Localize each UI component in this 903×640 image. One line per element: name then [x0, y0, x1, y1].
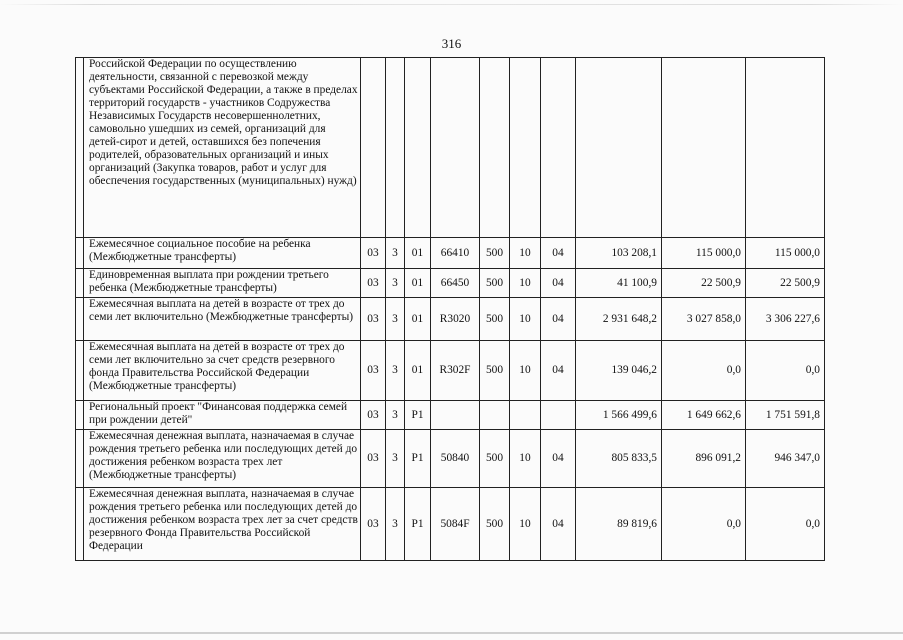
- amount-cell-3: 0,0: [746, 488, 825, 561]
- code-cell-1: [361, 58, 386, 238]
- scan-edge-top: [0, 4, 903, 5]
- table-row: [76, 238, 825, 269]
- code-cell-5: 500: [480, 238, 510, 269]
- code-cell-4: 66410: [431, 238, 480, 269]
- code-cell-7: [541, 58, 576, 238]
- row-marker-cell: [76, 58, 84, 238]
- code-cell-6: 10: [510, 341, 541, 401]
- code-cell-2: 3: [386, 401, 405, 430]
- amount-cell-1: 139 046,2: [576, 341, 662, 401]
- amount-cell-1: 89 819,6: [576, 488, 662, 561]
- code-cell-3: [405, 58, 431, 238]
- row-marker-cell: [76, 341, 84, 401]
- code-cell-1: 03: [361, 341, 386, 401]
- page-number: 316: [441, 36, 462, 51]
- row-marker-cell: [76, 430, 84, 488]
- table-row: [76, 341, 825, 401]
- code-cell-3: P1: [405, 488, 431, 561]
- code-cell-6: [510, 401, 541, 430]
- table-row: [76, 298, 825, 341]
- code-cell-7: 04: [541, 341, 576, 401]
- row-marker-cell: [76, 298, 84, 341]
- code-cell-3: P1: [405, 430, 431, 488]
- row-name-cell: Региональный проект "Финансовая поддержка семей при рождении детей": [84, 401, 361, 430]
- table-row: [76, 430, 825, 488]
- row-name-cell: Ежемесячная денежная выплата, назначаемая в случае рождения третьего ребенка или последующих детей до достижения ребенком возраста трех лет за счет средств резервного Фонда Правительства Российской Федерации: [84, 488, 361, 561]
- code-cell-5: [480, 58, 510, 238]
- code-cell-2: 3: [386, 430, 405, 488]
- table-body: [76, 58, 825, 561]
- code-cell-5: 500: [480, 488, 510, 561]
- code-cell-2: 3: [386, 269, 405, 298]
- amount-cell-1: 1 566 499,6: [576, 401, 662, 430]
- code-cell-4: 5084F: [431, 488, 480, 561]
- row-name-cell: Ежемесячная выплата на детей в возрасте от трех до семи лет включительно за счет средств резервного фонда Правительства Российской Федерации (Межбюджетные трансферты): [84, 341, 361, 401]
- code-cell-4: [431, 58, 480, 238]
- row-name-cell: Ежемесячная выплата на детей в возрасте от трех до семи лет включительно (Межбюджетные трансферты): [84, 298, 361, 341]
- table-row: [76, 58, 825, 238]
- row-marker-cell: [76, 488, 84, 561]
- code-cell-1: 03: [361, 401, 386, 430]
- row-marker-cell: [76, 238, 84, 269]
- code-cell-5: 500: [480, 341, 510, 401]
- amount-cell-3: 946 347,0: [746, 430, 825, 488]
- amount-cell-1: 2 931 648,2: [576, 298, 662, 341]
- amount-cell-2: 0,0: [662, 341, 746, 401]
- code-cell-5: [480, 401, 510, 430]
- code-cell-7: 04: [541, 298, 576, 341]
- amount-cell-3: 1 751 591,8: [746, 401, 825, 430]
- table-row: [76, 401, 825, 430]
- code-cell-6: 10: [510, 269, 541, 298]
- code-cell-3: P1: [405, 401, 431, 430]
- row-marker-cell: [76, 269, 84, 298]
- amount-cell-3: 115 000,0: [746, 238, 825, 269]
- code-cell-7: 04: [541, 269, 576, 298]
- code-cell-2: [386, 58, 405, 238]
- amount-cell-2: 0,0: [662, 488, 746, 561]
- amount-cell-2: 115 000,0: [662, 238, 746, 269]
- code-cell-5: 500: [480, 298, 510, 341]
- budget-table: [75, 57, 825, 561]
- code-cell-3: 01: [405, 269, 431, 298]
- row-marker-cell: [76, 401, 84, 430]
- code-cell-7: 04: [541, 238, 576, 269]
- amount-cell-3: [746, 58, 825, 238]
- amount-cell-1: [576, 58, 662, 238]
- code-cell-7: 04: [541, 430, 576, 488]
- amount-cell-2: 22 500,9: [662, 269, 746, 298]
- amount-cell-2: 3 027 858,0: [662, 298, 746, 341]
- code-cell-3: 01: [405, 341, 431, 401]
- code-cell-4: 50840: [431, 430, 480, 488]
- code-cell-2: 3: [386, 488, 405, 561]
- code-cell-6: 10: [510, 488, 541, 561]
- code-cell-4: R3020: [431, 298, 480, 341]
- code-cell-1: 03: [361, 298, 386, 341]
- table-row: [76, 488, 825, 561]
- row-name-cell: Единовременная выплата при рождении третьего ребенка (Межбюджетные трансферты): [84, 269, 361, 298]
- code-cell-6: 10: [510, 430, 541, 488]
- scan-edge-bottom: [0, 632, 903, 634]
- code-cell-1: 03: [361, 430, 386, 488]
- amount-cell-2: 1 649 662,6: [662, 401, 746, 430]
- code-cell-6: 10: [510, 238, 541, 269]
- amount-cell-1: 41 100,9: [576, 269, 662, 298]
- table-row: [76, 269, 825, 298]
- row-name-cell: Ежемесячная денежная выплата, назначаемая в случае рождения третьего ребенка или последующих детей до достижения ребенком возраста трех лет (Межбюджетные трансферты): [84, 430, 361, 488]
- code-cell-7: [541, 401, 576, 430]
- amount-cell-3: 0,0: [746, 341, 825, 401]
- code-cell-6: [510, 58, 541, 238]
- row-name-cell: Ежемесячное социальное пособие на ребенка (Межбюджетные трансферты): [84, 238, 361, 269]
- code-cell-2: 3: [386, 238, 405, 269]
- code-cell-5: 500: [480, 430, 510, 488]
- row-name-cell: Российской Федерации по осуществлению деятельности, связанной с перевозкой между субъектами Российской Федерации, а также в пределах территорий государств - участников Содружества Независимых Государств несовершеннолетних, самовольно ушедших из семей, организаций для детей-сирот и детей, оставшихся без попечения родителей, образовательных организаций и иных организаций (Закупка товаров, работ и услуг для обеспечения государственных (муниципальных) нужд): [84, 58, 361, 238]
- code-cell-2: 3: [386, 341, 405, 401]
- amount-cell-2: 896 091,2: [662, 430, 746, 488]
- amount-cell-1: 805 833,5: [576, 430, 662, 488]
- amount-cell-3: 22 500,9: [746, 269, 825, 298]
- amount-cell-2: [662, 58, 746, 238]
- code-cell-1: 03: [361, 269, 386, 298]
- code-cell-1: 03: [361, 238, 386, 269]
- amount-cell-3: 3 306 227,6: [746, 298, 825, 341]
- amount-cell-1: 103 208,1: [576, 238, 662, 269]
- code-cell-7: 04: [541, 488, 576, 561]
- code-cell-4: [431, 401, 480, 430]
- code-cell-4: 66450: [431, 269, 480, 298]
- code-cell-3: 01: [405, 238, 431, 269]
- code-cell-2: 3: [386, 298, 405, 341]
- code-cell-5: 500: [480, 269, 510, 298]
- code-cell-1: 03: [361, 488, 386, 561]
- code-cell-6: 10: [510, 298, 541, 341]
- code-cell-4: R302F: [431, 341, 480, 401]
- code-cell-3: 01: [405, 298, 431, 341]
